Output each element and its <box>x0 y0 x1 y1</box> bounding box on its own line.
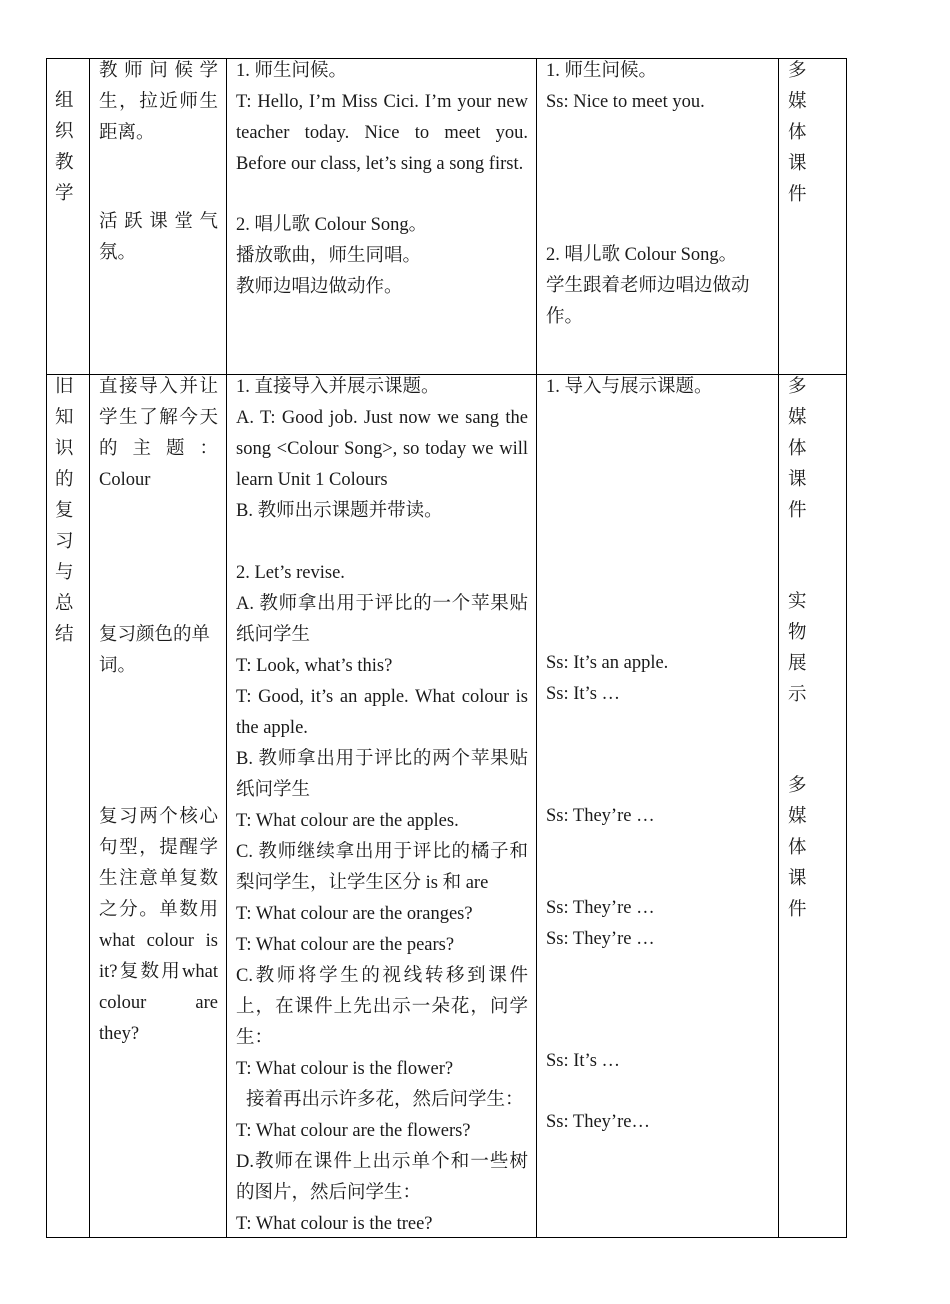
purpose-text: 活跃课堂气氛。 <box>99 212 218 263</box>
student-line: Ss: Nice to meet you. <box>546 92 705 112</box>
teacher-line: T: What colour are the oranges? <box>236 904 473 924</box>
student-activity-cell <box>546 372 771 1132</box>
teacher-line: T: What colour is the flower? <box>236 1059 454 1079</box>
student-line: Ss: They’re … <box>546 929 655 949</box>
teacher-line: C.教师将学生的视线转移到课件上，在课件上先出示一朵花，问学生： <box>236 966 528 1048</box>
teacher-step: 2. 唱儿歌 Colour Song。 <box>236 215 428 235</box>
teacher-step: 1. 直接导入并展示课题。 <box>236 377 440 397</box>
student-line: Ss: It’s an apple. <box>546 653 669 673</box>
teacher-line: T: Look, what’s this? <box>236 656 393 676</box>
column-divider <box>89 58 90 1238</box>
teacher-activity-cell <box>236 372 528 1240</box>
teacher-line: A. 教师拿出用于评比的一个苹果贴纸问学生 <box>236 594 528 645</box>
column-divider <box>226 58 227 1238</box>
purpose-text: 教师问候学生，拉近师生距离。 <box>99 61 218 143</box>
teacher-line: T: What colour is the tree? <box>236 1214 433 1234</box>
teacher-line: D.教师在课件上出示单个和一些树的图片，然后问学生： <box>236 1152 528 1203</box>
purpose-cell <box>99 372 218 1050</box>
purpose-text: 直接导入并让学生了解今天的主题：Colour <box>99 377 218 490</box>
table-border-left <box>46 58 47 1238</box>
student-step: 1. 导入与展示课题。 <box>546 377 713 397</box>
table-border-right <box>846 58 847 1238</box>
media-label: 多媒体课件 <box>788 61 820 205</box>
teacher-line: T: What colour are the pears? <box>236 935 455 955</box>
teacher-line: 教师边唱边做动作。 <box>236 277 403 297</box>
teacher-line: B. 教师拿出用于评比的两个苹果贴纸问学生 <box>236 749 528 800</box>
media-label: 多媒体课件 <box>788 776 820 920</box>
section-title: 旧知识的复习与总结 <box>55 377 74 645</box>
purpose-text: 复习颜色的单词。 <box>99 625 211 676</box>
student-line: Ss: They’re … <box>546 898 655 918</box>
teacher-line: T: Hello, I’m Miss Cici. I’m your new teacher today. Nice to meet you. Before our class, let’s sing a song first. <box>236 92 528 174</box>
column-divider <box>778 58 779 1238</box>
teacher-line: T: Good, it’s an apple. What colour is the apple. <box>236 687 528 738</box>
student-line: Ss: They’re… <box>546 1112 650 1132</box>
student-step: 2. 唱儿歌 Colour Song。 <box>546 245 738 265</box>
teacher-line: 接着再出示许多花，然后问学生： <box>246 1090 524 1110</box>
section-cell <box>55 372 75 651</box>
student-step: 1. 师生问候。 <box>546 61 658 81</box>
section-cell <box>55 86 75 210</box>
student-line: Ss: It’s … <box>546 684 621 704</box>
student-line: Ss: It’s … <box>546 1051 621 1071</box>
teacher-line: C. 教师继续拿出用于评比的橘子和梨问学生，让学生区分 is 和 are <box>236 842 528 893</box>
teacher-line: A. T: Good job. Just now we sang the song <Colour Song>, so today we will learn Unit 1 Colours <box>236 408 528 490</box>
student-activity-cell <box>546 56 771 333</box>
media-label: 实物展示 <box>788 592 820 705</box>
section-title: 组织教学 <box>55 91 74 204</box>
student-line: 学生跟着老师边唱边做动作。 <box>546 276 750 327</box>
column-divider <box>536 58 537 1238</box>
teacher-line: T: What colour are the apples. <box>236 811 459 831</box>
teacher-line: T: What colour are the flowers? <box>236 1121 471 1141</box>
media-cell <box>788 56 840 211</box>
student-line: Ss: They’re … <box>546 806 655 826</box>
purpose-cell <box>99 56 218 269</box>
purpose-text: 复习两个核心句型，提醒学生注意单复数之分。单数用what colour is it?复数用what colour are they? <box>99 807 218 1044</box>
teacher-step: 1. 师生问候。 <box>236 61 348 81</box>
teacher-line: B. 教师出示课题并带读。 <box>236 501 443 521</box>
teacher-line: 播放歌曲，师生同唱。 <box>236 246 422 266</box>
teacher-activity-cell <box>236 56 528 303</box>
teacher-step: 2. Let’s revise. <box>236 563 345 583</box>
media-label: 多媒体课件 <box>788 377 820 521</box>
